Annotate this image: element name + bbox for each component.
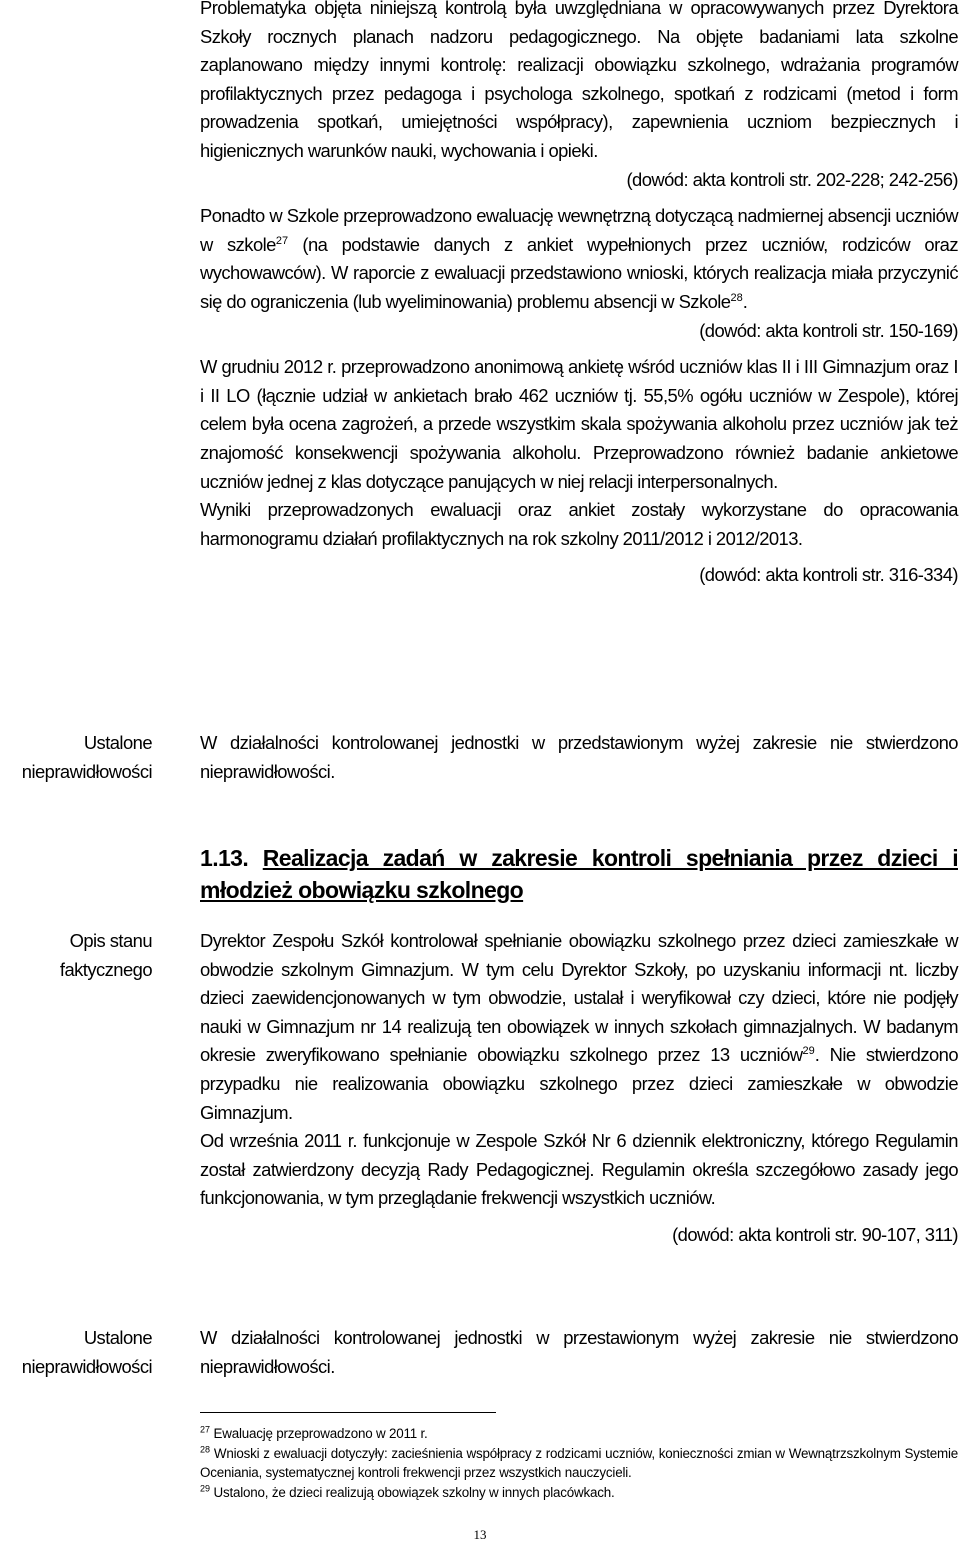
facts-section — [200, 927, 958, 1250]
footnote-29 — [200, 1483, 958, 1503]
irregularities-text: W działalności kontrolowanej jednostki w przestawionym wyżej zakresie nie stwierdzono nieprawidłowości. — [200, 1327, 958, 1377]
paragraph-evaluation-text-c: . — [742, 290, 748, 312]
footnote-28 — [200, 1444, 958, 1483]
section-number: 1.13. — [200, 845, 249, 871]
evidence-reference: (dowód: akta kontroli str. 202-228; 242-256) — [626, 168, 958, 190]
footnote-ref-28: 28 — [730, 291, 743, 304]
paragraph-survey: W grudniu 2012 r. przeprowadzono anonimową ankietę wśród uczniów klas II i III Gimnazjum oraz I i II LO (łącznie udział w ankietach brało 462 uczniów tj. 55,5% ogółu uczniów w Zespole), której celem była ocena zagrożeń, a przede wszystkim skala spożywania alkoholu przez uczniów jak też znajomość konsekwencji spożywania alkoholu. Przeprowadzono również badanie ankietowe uczniów jednej z klas dotyczące panujących w niej relacji interpersonalnych. — [200, 356, 958, 492]
evidence-reference: (dowód: akta kontroli str. 316-334) — [699, 564, 958, 586]
paragraph-results: Wyniki przeprowadzonych ewaluacji oraz ankiet zostały wykorzystane do opracowania harmonogramu działań profilaktycznych na rok szkolny 2011/2012 i 2012/2013. — [200, 499, 958, 549]
irregularities-text: W działalności kontrolowanej jednostki w przedstawionym wyżej zakresie nie stwierdzono nieprawidłowości. — [200, 732, 958, 782]
footnote-separator — [200, 1412, 496, 1413]
paragraph-obligation — [200, 927, 958, 1127]
footnote-text: Wnioski z ewaluacji dotyczyły: zacieśnienia współpracy z rodzicami uczniów, konieczności zmian w Wewnątrzszkolnym Systemie Oceniania, systematycznej kontroli frekwencji przez wszystkich nauczycieli. — [200, 1445, 958, 1481]
irregularities-label: Ustalone nieprawidłowości — [21, 732, 152, 782]
footnote-27 — [200, 1424, 958, 1444]
footnote-ref-29: 29 — [802, 1045, 815, 1058]
page-number: 13 — [473, 1527, 487, 1542]
facts-label: Opis stanu faktycznego — [59, 930, 152, 980]
footnote-text: Ustalono, że dzieci realizują obowiązek szkolny w innych placówkach. — [213, 1484, 615, 1500]
footnotes — [200, 1424, 958, 1502]
section-title: Realizacja zadań w zakresie kontroli spełniania przez dzieci i młodzież obowiązku szkolnego — [200, 845, 958, 903]
evidence-reference: (dowód: akta kontroli str. 150-169) — [699, 319, 958, 341]
footnote-text: Ewaluację przeprowadzono w 2011 r. — [213, 1426, 428, 1441]
section-heading — [200, 842, 958, 906]
intro-section — [200, 0, 958, 590]
paragraph-evaluation-text-a: Ponadto w Szkole przeprowadzono ewaluację wewnętrzną dotyczącą nadmiernej absencji uczniów w szkole — [200, 205, 958, 255]
evidence-reference: (dowód: akta kontroli str. 90-107, 311) — [672, 1223, 958, 1245]
paragraph-e-register: Od września 2011 r. funkcjonuje w Zespole Szkół Nr 6 dziennik elektroniczny, którego Regulamin został zatwierdzony decyzją Rady Pedagogicznej. Regulamin określa szczegółowo zasady jego funkcjonowania, w tym przeglądanie frekwencji wszystkich uczniów. — [200, 1130, 958, 1209]
footnote-number: 28 — [200, 1444, 211, 1455]
irregularities-label: Ustalone nieprawidłowości — [21, 1327, 152, 1377]
paragraph-obligation-text-b: . Nie stwierdzono przypadku nie realizowania obowiązku szkolnego przez dzieci zamieszkałe w obwodzie Gimnazjum. — [200, 1044, 958, 1123]
footnote-ref-27: 27 — [275, 234, 289, 247]
paragraph-supervision: Problematyka objęta niniejszą kontrolą była uwzględniana w opracowywanych przez Dyrektora Szkoły rocznych planach nadzoru pedagogicznego. Na objęte badaniami lata szkolne zaplanowano między innymi kontrolę: realizacji obowiązku szkolnego, wdrażania programów profilaktycznych przez pedagoga i psychologa szkolnego, spotkań z rodzicami (metod i form prowadzenia spotkań, umiejętności współpracy), zapewnienia uczniom bezpiecznych i higienicznych warunków nauki, wychowania i opieki. — [200, 0, 958, 161]
paragraph-obligation-text-a: Dyrektor Zespołu Szkół kontrolował spełnianie obowiązku szkolnego przez dzieci zamieszkałe w obwodzie szkolnym Gimnazjum. W tym celu Dyrektor Szkoły, po uzyskaniu informacji nt. liczby dzieci zaewidencjonowanych w tym obwodzie, ustalał i weryfikował czy dzieci, które nie podjęły nauki w Gimnazjum nr 14 realizują ten obowiązek w innych szkołach gimnazjalnych. W badanym okresie zweryfikowano spełnianie obowiązku szkolnego przez 13 uczniów — [200, 930, 958, 1066]
footnote-number: 27 — [200, 1424, 211, 1435]
footnote-number: 29 — [200, 1483, 211, 1494]
paragraph-evaluation-text-b: (na podstawie danych z ankiet wypełnionych przez uczniów, rodziców oraz wychowawców). W raporcie z ewaluacji przedstawiono wnioski, których realizacja miała przyczynić się do ograniczenia (lub wyeliminowania) problemu absencji w Szkole — [200, 233, 958, 312]
paragraph-evaluation — [200, 202, 958, 316]
